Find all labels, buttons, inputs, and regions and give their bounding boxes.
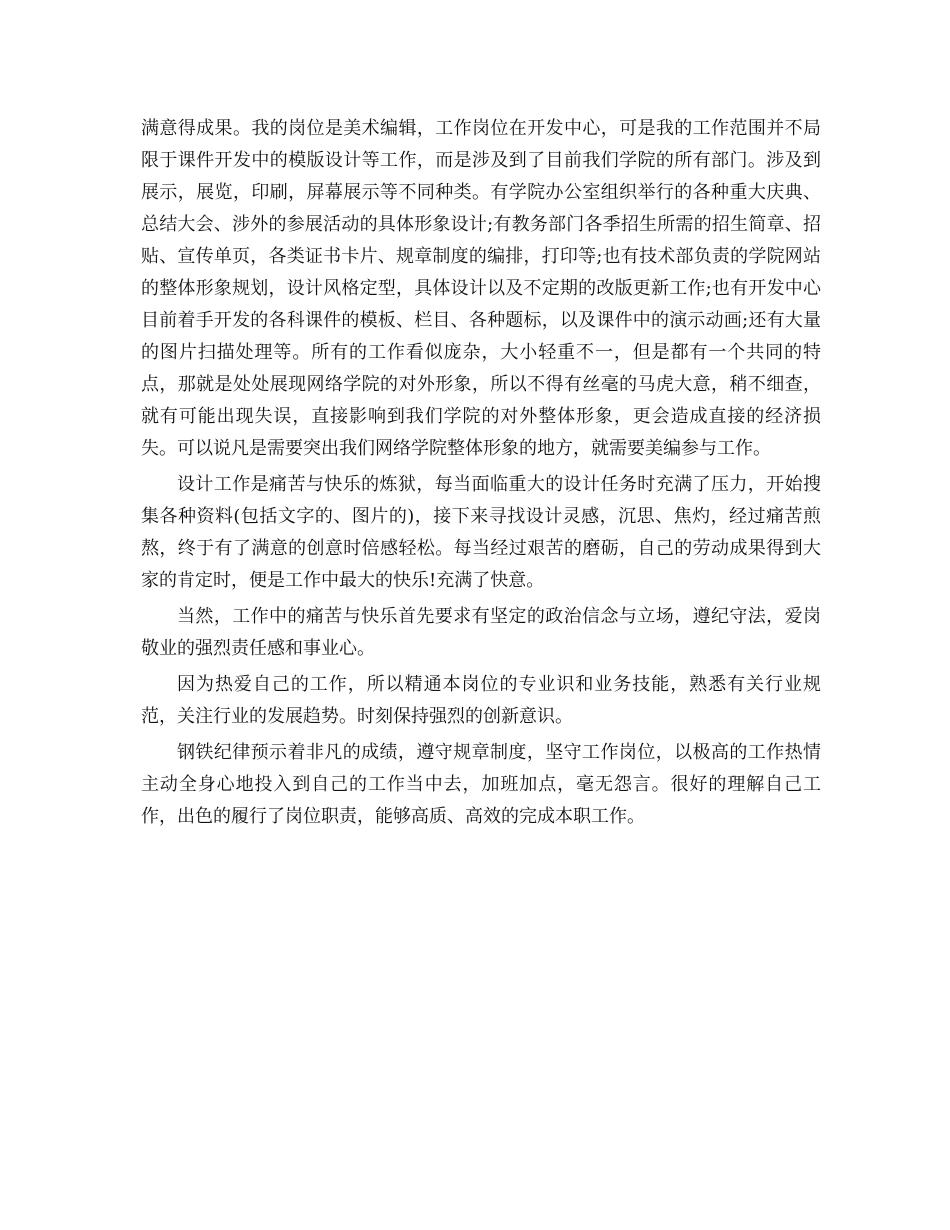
paragraph-2: 设计工作是痛苦与快乐的炼狱，每当面临重大的设计任务时充满了压力，开始搜集各种资料(包括文字的、图片的)，接下来寻找设计灵感，沉思、焦灼，经过痛苦煎熬，终于有了满意的创意时倍感轻松。每当经过艰苦的磨砺，自己的劳动成果得到大家的肯定时，便是工作中最大的快乐!充满了快意。 xyxy=(141,474,821,591)
paragraph-5: 钢铁纪律预示着非凡的成绩，遵守规章制度，坚守工作岗位，以极高的工作热情主动全身心地投入到自己的工作当中去，加班加点，毫无怨言。很好的理解自己工作，出色的履行了岗位职责，能够高质、高效的完成本职工作。 xyxy=(141,742,821,827)
document-body xyxy=(141,113,821,837)
paragraph-3: 当然，工作中的痛苦与快乐首先要求有坚定的政治信念与立场，遵纪守法，爱岗敬业的强烈责任感和事业心。 xyxy=(141,606,821,659)
paragraph-1: 满意得成果。我的岗位是美术编辑，工作岗位在开发中心，可是我的工作范围并不局限于课件开发中的模版设计等工作，而是涉及到了目前我们学院的所有部门。涉及到展示，展览，印刷，屏幕展示等不同种类。有学院办公室组织举行的各种重大庆典、总结大会、涉外的参展活动的具体形象设计;有教务部门各季招生所需的招生简章、招贴、宣传单页，各类证书卡片、规章制度的编排，打印等;也有技术部负责的学院网站的整体形象规划，设计风格定型，具体设计以及不定期的改版更新工作;也有开发中心目前着手开发的各科课件的模板、栏目、各种题标，以及课件中的演示动画;还有大量的图片扫描处理等。所有的工作看似庞杂，大小轻重不一，但是都有一个共同的特点，那就是处处展现网络学院的对外形象，所以不得有丝毫的马虎大意，稍不细查，就有可能出现失误，直接影响到我们学院的对外整体形象，更会造成直接的经济损失。可以说凡是需要突出我们网络学院整体形象的地方，就需要美编参与工作。 xyxy=(141,118,821,459)
paragraph-4: 因为热爱自己的工作，所以精通本岗位的专业识和业务技能，熟悉有关行业规范，关注行业的发展趋势。时刻保持强烈的创新意识。 xyxy=(141,674,821,727)
